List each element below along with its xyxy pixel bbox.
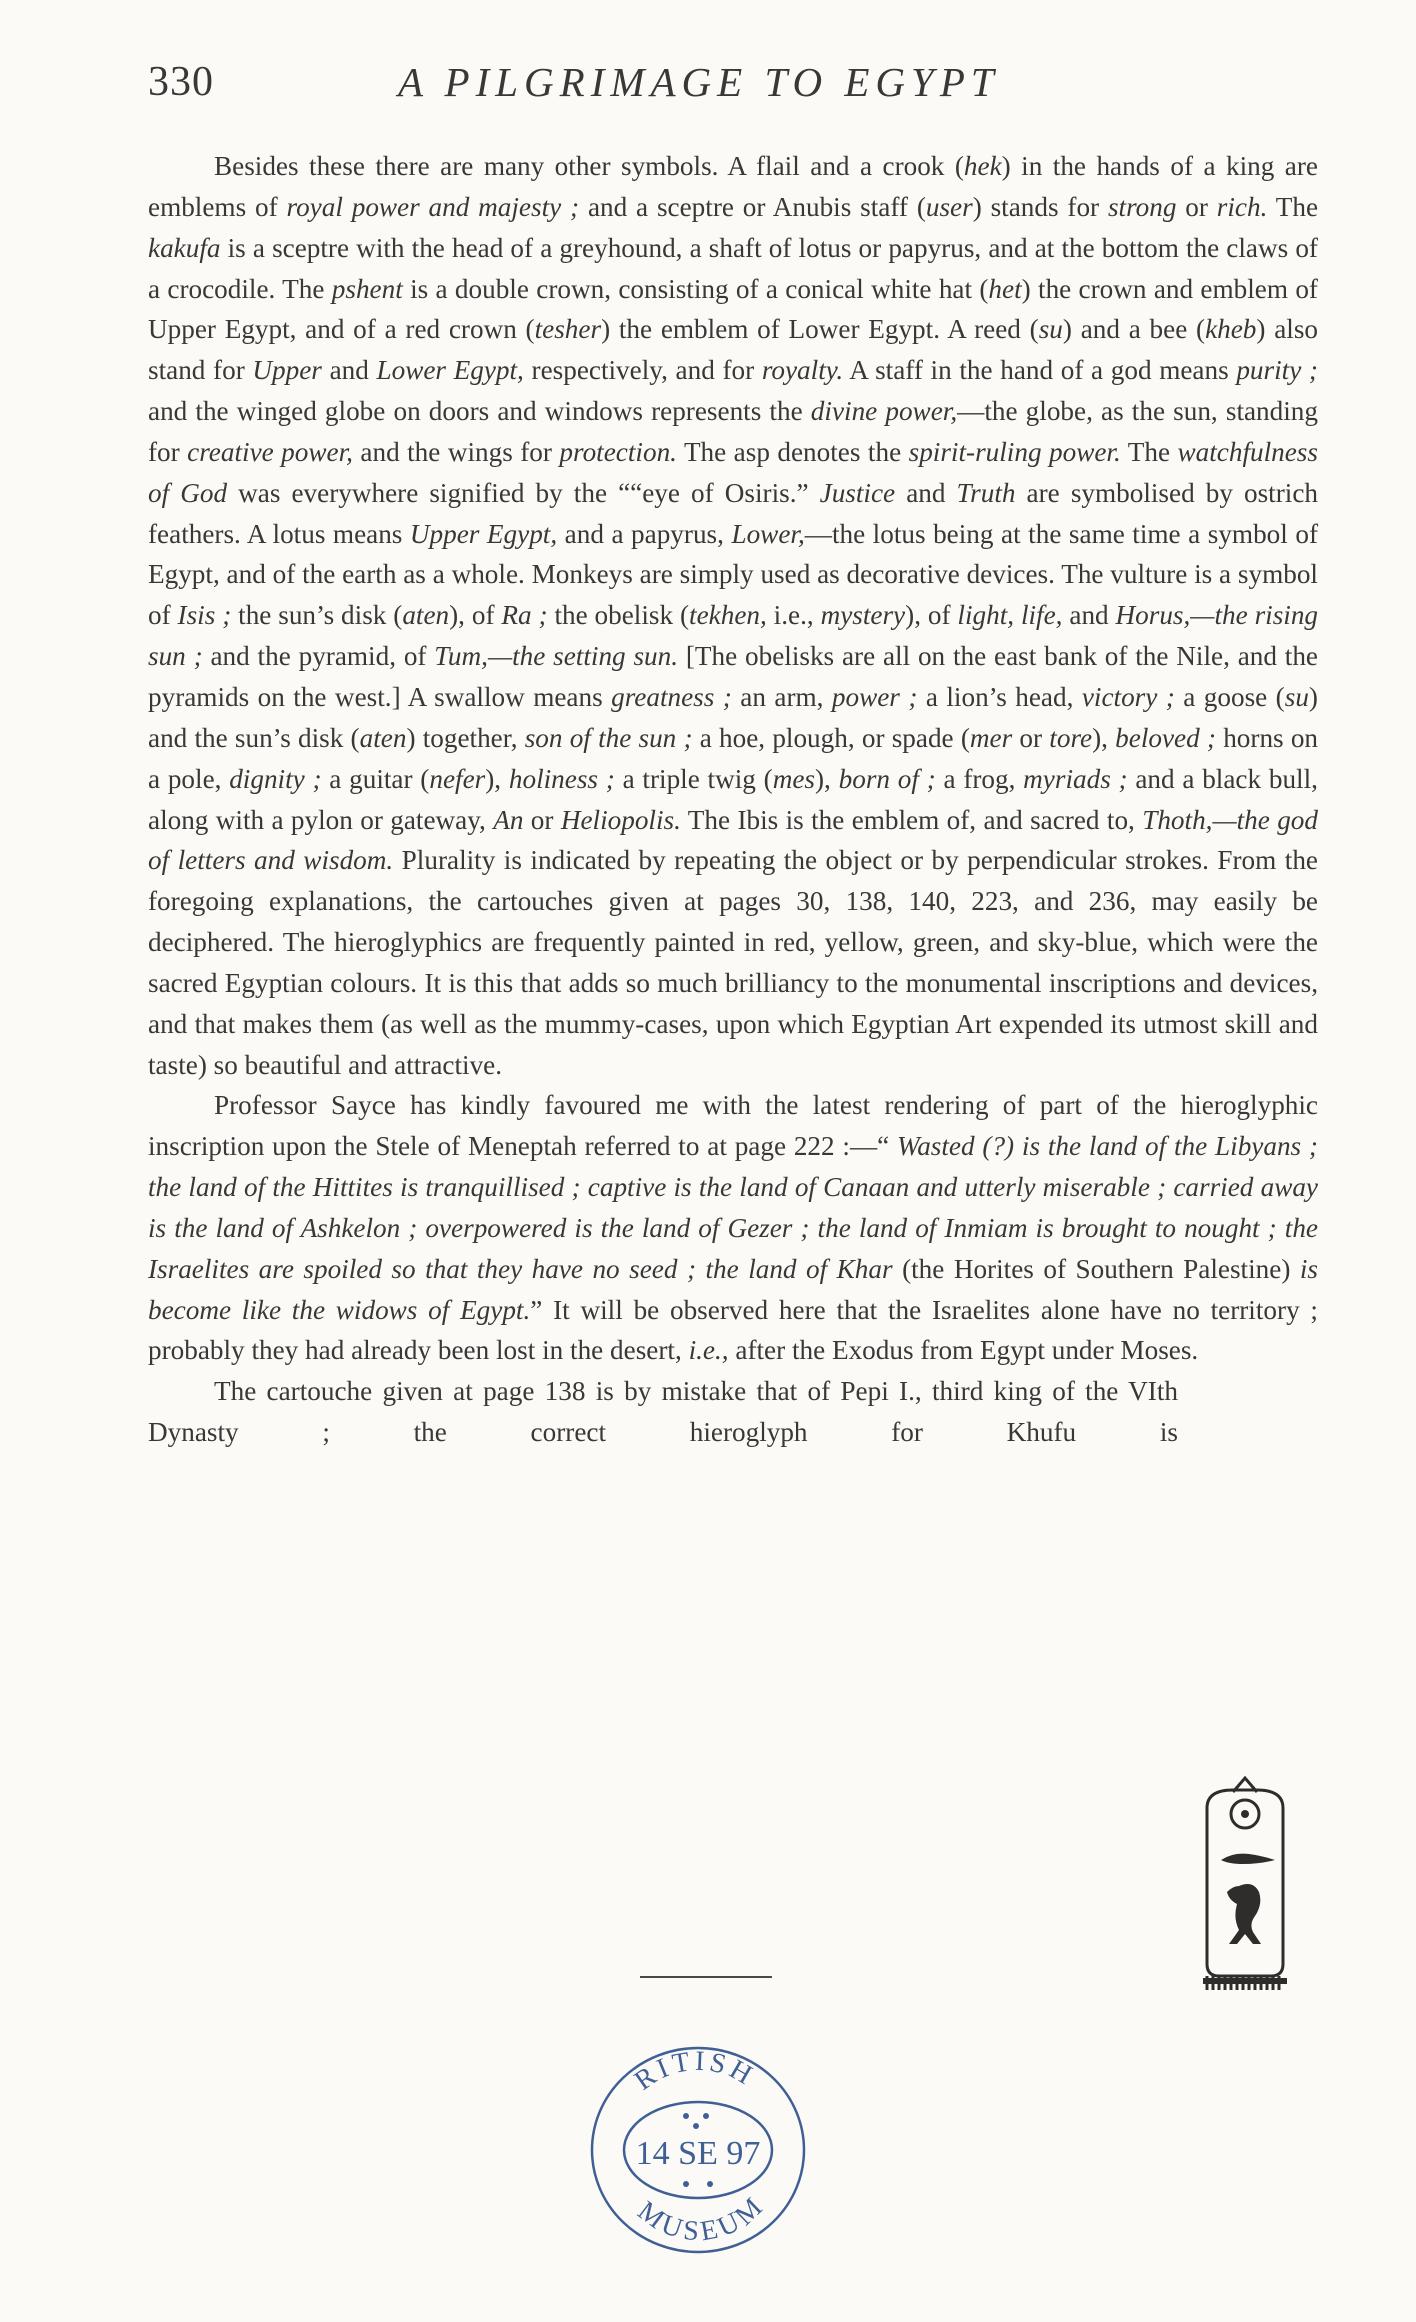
stamp-bottom-text: MUSEUM xyxy=(631,2189,772,2248)
stamp-top-text: RITISH xyxy=(628,2045,761,2097)
section-divider xyxy=(640,1976,772,1978)
body-text xyxy=(148,146,1318,1453)
khufu-cartouche-icon xyxy=(1193,1768,1297,1994)
british-museum-stamp xyxy=(578,2030,818,2270)
paragraph-symbols: Besides these there are many other symbols. A flail and a crook (hek) in the hands of a king are emblems of royal power and majesty ; and a sceptre or Anubis staff (user) stands for strong or rich. The kakufa is a sceptre with the head of a greyhound, a shaft of lotus or papyrus, and at the bottom the claws of a crocodile. The pshent is a double crown, consisting of a conical white hat (het) the crown and emblem of Upper Egypt, and of a red crown (tesher) the emblem of Lower Egypt. A reed (su) and a bee (kheb) also stand for Upper and Lower Egypt, respectively, and for royalty. A staff in the hand of a god means purity ; and the winged globe on doors and windows represents the divine power,—the globe, as the sun, standing for creative power, and the wings for protection. The asp denotes the spirit-ruling power. The watchfulness of God was everywhere signified by the ““eye of Osiris.” Justice and Truth are symbolised by ostrich feathers. A lotus means Upper Egypt, and a papyrus, Lower,—the lotus being at the same time a symbol of Egypt, and of the earth as a whole. Monkeys are simply used as decorative devices. The vulture is a symbol of Isis ; the sun’s disk (aten), of Ra ; the obelisk (tekhen, i.e., mystery), of light, life, and Horus,—the rising sun ; and the pyramid, of Tum,—the setting sun. [The obelisks are all on the east bank of the Nile, and the pyramids on the west.] A swallow means greatness ; an arm, power ; a lion’s head, victory ; a goose (su) and the sun’s disk (aten) together, son of the sun ; a hoe, plough, or spade (mer or tore), beloved ; horns on a pole, dignity ; a guitar (nefer), holiness ; a triple twig (mes), born of ; a frog, myriads ; and a black bull, along with a pylon or gateway, An or Heliopolis. The Ibis is the emblem of, and sacred to, Thoth,—the god of letters and wisdom. Plurality is indicated by repeating the object or by perpendicular strokes. From the foregoing explanations, the cartouches given at pages 30, 138, 140, 223, and 236, may easily be deciphered. The hieroglyphics are frequently painted in red, yellow, green, and sky-blue, which were the sacred Egyptian colours. It is this that adds so much brilliancy to the monumental inscriptions and devices, and that makes them (as well as the mummy-cases, upon which Egyptian Art expended its utmost skill and taste) so beautiful and attractive. xyxy=(148,151,1319,1080)
paragraph-cartouche: The cartouche given at page 138 is by mistake that of Pepi I., third king of the VIth Dynasty ; the correct hieroglyph for Khufu is xyxy=(148,1376,1178,1448)
stamp-date: 14 SE 97 xyxy=(635,2135,761,2172)
paragraph-stele: Professor Sayce has kindly favoured me with the latest rendering of part of the hieroglyphic inscription upon the Stele of Meneptah referred to at page 222 :—“ Wasted (?) is the land of the Libyans ; the land of the Hittites is tranquillised ; captive is the land of Canaan and utterly miserable ; carried away is the land of Ashkelon ; overpowered is the land of Gezer ; the land of Inmiam is brought to nought ; the Israelites are spoiled so that they have no seed ; the land of Khar (the Horites of Southern Palestine) is become like the widows of Egypt.” It will be observed here that the Israelites alone have no territory ; probably they had already been lost in the desert, i.e., after the Exodus from Egypt under Moses. xyxy=(148,1090,1319,1366)
page-number: 330 xyxy=(148,59,214,105)
page-header xyxy=(148,58,1318,118)
running-title: A PILGRIMAGE TO EGYPT xyxy=(398,59,1000,105)
